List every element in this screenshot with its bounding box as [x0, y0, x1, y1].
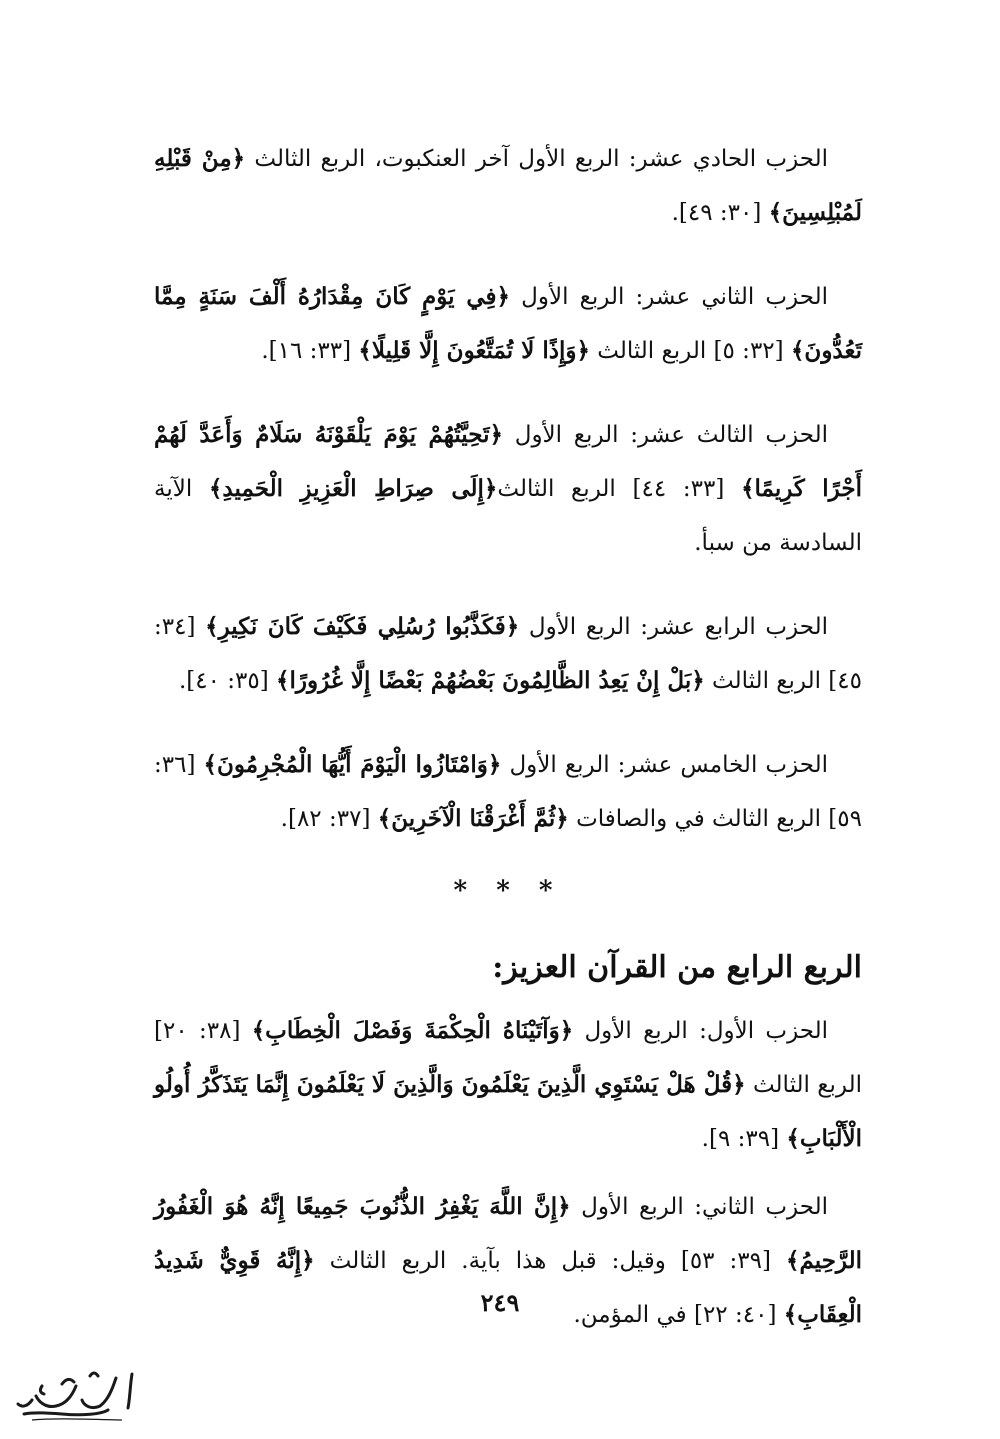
paragraph-intro: الحزب الثاني عشر: الربع الأول	[510, 284, 828, 310]
paragraph-intro: الحزب الثاني: الربع الأول	[570, 1194, 828, 1220]
quran-verse: ﴿فِي يَوْمٍ كَانَ مِقْدَارُهُ أَلْفَ سَنَةٍ مِمَّا تَعُدُّونَ﴾	[154, 283, 862, 364]
page-body	[154, 132, 862, 1356]
verse-reference: [٣٥: ٤٠].	[178, 668, 277, 694]
verse-reference: [٣٢: ٥] الربع الثالث	[589, 338, 791, 364]
verse-reference: [٤٠: ٢٢] في المؤمن.	[573, 1302, 784, 1328]
quran-verse: ﴿بَلْ إِنْ يَعِدُ الظَّالِمُونَ بَعْضُهُمْ بَعْضًا إِلَّا غُرُورًا﴾	[276, 667, 705, 694]
calligraphy-logo	[12, 1356, 142, 1428]
paragraph-hizb-11	[154, 132, 862, 240]
verse-reference: [٣٩: ٩].	[701, 1126, 787, 1152]
paragraph-hizb-14	[154, 600, 862, 708]
verse-reference: [٣٦: ٥٩] الربع الثالث في والصافات	[154, 752, 862, 832]
quran-verse: ﴿وَامْتَازُوا الْيَوْمَ أَيُّهَا الْمُجْرِمُونَ﴾	[203, 751, 502, 778]
section-separator: * * *	[453, 876, 563, 906]
quran-verse: ﴿ثُمَّ أَغْرَقْنَا الْآخَرِينَ﴾	[377, 805, 569, 832]
verse-reference: [٣٣: ١٦].	[261, 338, 359, 364]
verse-reference: [٣٤: ٤٥] الربع الثالث	[154, 614, 862, 694]
verse-reference: [٣٠: ٤٩].	[671, 200, 769, 226]
quran-verse: ﴿فَكَذَّبُوا رُسُلِي فَكَيْفَ كَانَ نَكِيرِ﴾	[205, 613, 520, 640]
quran-verse: ﴿وَإِذًا لَا تُمَتَّعُونَ إِلَّا قَلِيلًا﴾	[358, 337, 590, 364]
paragraph-hizb-12	[154, 270, 862, 378]
verse-reference: [٣٩: ٥٣] وقيل: قبل هذا بآية. الربع الثالث	[314, 1248, 786, 1274]
section-title: الربع الرابع من القرآن العزيز:	[492, 950, 862, 985]
paragraph-hizb-2	[154, 1180, 862, 1342]
verse-reference: [٣٣: ٤٤] الربع الثالث	[497, 476, 742, 502]
paragraph-intro: الحزب الرابع عشر: الربع الأول	[519, 614, 828, 640]
paragraph-hizb-1	[154, 1004, 862, 1166]
quran-verse: ﴿مِنْ قَبْلِهِ لَمُبْلِسِينَ﴾	[154, 145, 862, 226]
paragraph-hizb-13	[154, 408, 862, 570]
quran-verse: ﴿إِنَّ اللَّهَ يَغْفِرُ الذُّنُوبَ جَمِيعًا إِنَّهُ هُوَ الْغَفُورُ الرَّحِيمُ﴾	[154, 1193, 863, 1274]
quran-verse: ﴿إِلَى صِرَاطِ الْعَزِيزِ الْحَمِيدِ﴾	[208, 475, 498, 502]
quran-verse: ﴿تَحِيَّتُهُمْ يَوْمَ يَلْقَوْنَهُ سَلَامٌ وَأَعَدَّ لَهُمْ أَجْرًا كَرِيمًا﴾	[154, 421, 862, 502]
paragraph-intro: الحزب الحادي عشر: الربع الأول آخر العنكبوت، الربع الثالث	[245, 146, 829, 172]
paragraph-intro: الحزب الأول: الربع الأول	[573, 1018, 828, 1044]
verse-reference: [٣٧: ٨٢].	[280, 806, 378, 832]
verse-reference: الآية السادسة من سبأ.	[154, 476, 862, 556]
quran-verse: ﴿وَآتَيْنَاهُ الْحِكْمَةَ وَفَصْلَ الْخِطَابِ﴾	[251, 1017, 574, 1044]
paragraph-intro: الحزب الثالث عشر: الربع الأول	[502, 422, 828, 448]
page-number: ٢٤٩	[480, 1288, 520, 1317]
paragraph-hizb-15	[154, 738, 862, 846]
paragraph-intro: الحزب الخامس عشر: الربع الأول	[501, 752, 828, 778]
verse-reference: [٣٨: ٢٠] الربع الثالث	[154, 1018, 862, 1098]
quran-verse: ﴿إِنَّهُ قَوِيٌّ شَدِيدُ الْعِقَابِ﴾	[154, 1247, 862, 1328]
quran-verse: ﴿قُلْ هَلْ يَسْتَوِي الَّذِينَ يَعْلَمُونَ وَالَّذِينَ لَا يَعْلَمُونَ إِنَّمَا يَتَذَكَّرُ أُولُو الْأَلْبَابِ﴾	[154, 1071, 862, 1152]
